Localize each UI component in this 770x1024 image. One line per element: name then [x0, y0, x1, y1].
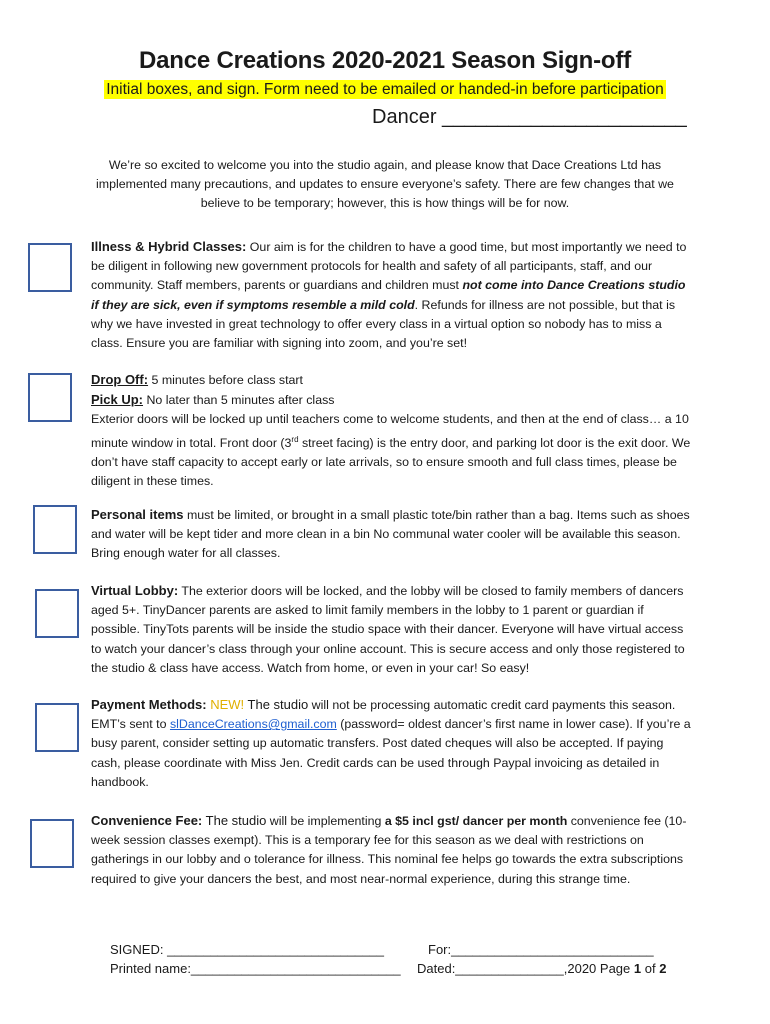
signed-field[interactable]: SIGNED: ______________________________: [110, 942, 384, 957]
instruction-banner: [0, 81, 770, 99]
dancer-name-field[interactable]: Dancer ______________________: [372, 106, 687, 128]
payment-heading: Payment Methods:: [91, 697, 207, 712]
instruction-text: Initial boxes, and sign. Form need to be emailed or handed-in before participation: [106, 81, 664, 98]
page-indicator: Page 1 of 2: [599, 961, 667, 976]
fee-heading: Convenience Fee:: [91, 813, 203, 828]
section-illness: Illness & Hybrid Classes: Our aim is for the children to have a good time, but most importantly we need to be diligent in following new government protocols for health and safety of all participants, staff, and our community. Staff members, parents or guardians and children must not come into Dance Creations studio if they are sick, even if symptoms resemble a mild cold. Refunds for illness are not possible, but that is why we have invested in great technology to offer every class in a virtual option so nobody has to miss a class. Ensure you are familiar with signing into zoom, and you’re set!: [91, 239, 687, 351]
form-title: Dance Creations 2020-2021 Season Sign-off: [139, 47, 631, 74]
initial-box-virtual-lobby[interactable]: [35, 589, 79, 638]
new-badge: NEW!: [206, 697, 245, 712]
personal-heading: Personal items: [91, 507, 184, 522]
dropoff-heading: Drop Off:: [91, 372, 149, 387]
section-personal-items: Personal items must be limited, or brought in a small plastic tote/bin rather than a bag. Items such as shoes and water will be kept tider and more clean in a bin No communal water cooler will be available this season. Bring enough water for all classes.: [91, 507, 690, 561]
fee-amount: a $5 incl gst/ dancer per month: [384, 814, 568, 828]
email-link[interactable]: slDanceCreations@gmail.com: [169, 717, 337, 732]
printed-name-field[interactable]: Printed name:_____________________________: [110, 961, 401, 976]
initial-box-convenience-fee[interactable]: [30, 819, 74, 868]
illness-emphasis: not come into Dance Creations studio if they are sick, even if symptoms resemble a mild cold: [91, 278, 686, 312]
dated-input[interactable]: Dated:_______________,2020: [417, 961, 600, 976]
dated-field: [417, 961, 666, 976]
section-dropoff: Drop Off: 5 minutes before class start Pick Up: No later than 5 minutes after class Exterior doors will be locked up until teachers come to welcome students, and then at the end of class… a 10 minute window in total. Front door (3rd street facing) is the entry door, and parking lot door is the exit door. We don’t have staff capacity to accept early or late arrivals, so to ensure smooth and full class times, please be diligent in these times.: [91, 372, 691, 489]
intro-paragraph: We’re so excited to welcome you into the studio again, and please know that Dace Creations Ltd has implemented many precautions, and updates to ensure everyone’s safety. There are few changes that we believe to be temporary; however, this is how things will be for now.: [96, 158, 674, 210]
illness-heading: Illness & Hybrid Classes:: [91, 239, 247, 254]
section-payment: Payment Methods: NEW! The studio will not be processing automatic credit card payments this season. EMT’s sent to slDanceCreations@gmail.com (password= oldest dancer’s first name in lower case). If you’re a busy parent, consider setting up automatic transfers. Post dated cheques will also be accepted. If paying cash, please coordinate with Miss Jen. Credit cards can be used through Paypal invoicing as detailed in handbook.: [91, 697, 691, 789]
section-convenience-fee: Convenience Fee: The studio will be implementing a $5 incl gst/ dancer per month convenience fee (10-week session classes exempt). This is a temporary fee for this season as we deal with restrictions on gatherings in our lobby and o tolerance for illness. This nominal fee helps go towards the extra subscriptions required to give your dancers the best, and most near-normal experience, during this strange time.: [91, 813, 687, 886]
initial-box-illness[interactable]: [28, 243, 72, 292]
for-field[interactable]: For:____________________________: [428, 942, 654, 957]
pickup-heading: Pick Up:: [91, 392, 144, 408]
section-virtual-lobby: Virtual Lobby: The exterior doors will be locked, and the lobby will be closed to family members of dancers aged 5+. TinyDancer parents are asked to limit family members in the lobby to 1 parent or guardian if possible. TinyTots parents will be inside the studio space with their dancer. Everyone will have virtual access to watch your dancer’s class through your online account. This is secure access and only those registered to the studio & class have access. Watch from home, or even in your car! So easy!: [91, 583, 685, 675]
lobby-heading: Virtual Lobby:: [91, 583, 179, 598]
initial-box-dropoff[interactable]: [28, 373, 72, 422]
initial-box-payment[interactable]: [35, 703, 79, 752]
initial-box-personal-items[interactable]: [33, 505, 77, 554]
